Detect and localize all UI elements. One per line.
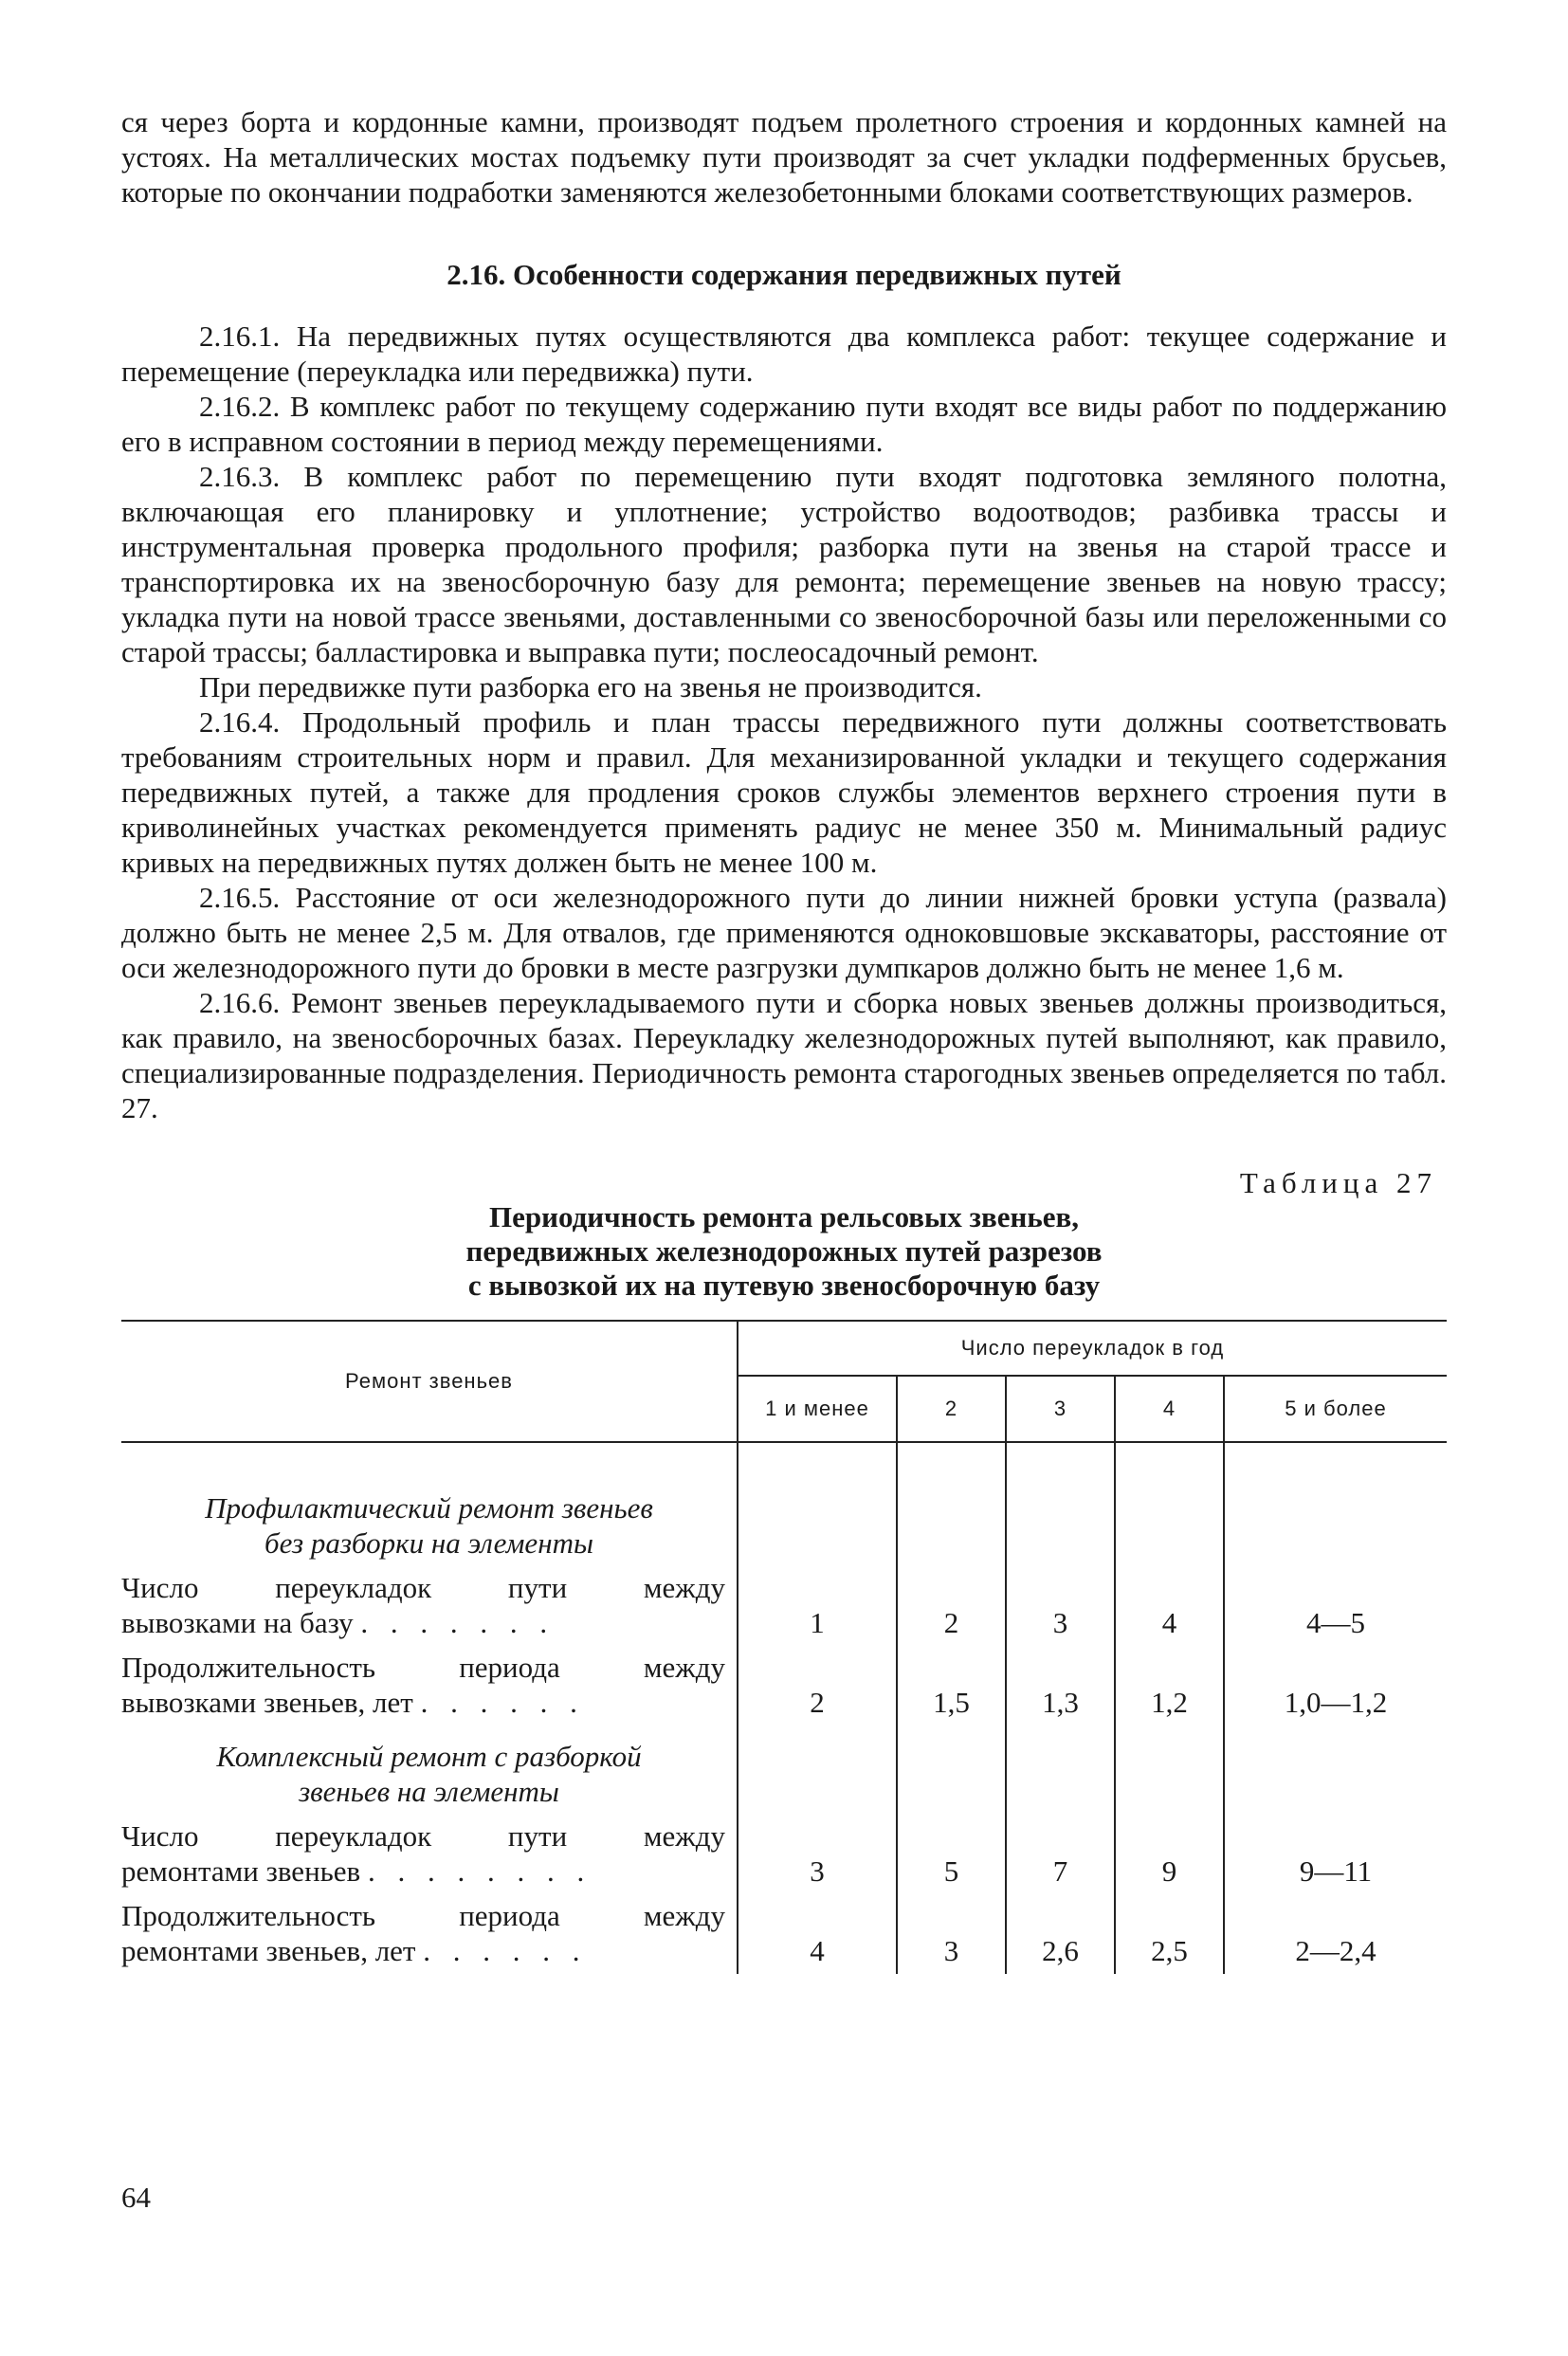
- group-title-line: Комплексный ремонт с разборкой: [216, 1740, 642, 1773]
- paragraph-2-16-2: 2.16.2. В комплекс работ по текущему содержанию пути входят все виды работ по поддержанию его в исправном состоянии в период между перемещениями.: [121, 390, 1447, 458]
- page-number: 64: [121, 2181, 151, 2214]
- table-cell: 1: [738, 1566, 897, 1646]
- table-row: [121, 1566, 1447, 1646]
- table-cell: 1,0—1,2: [1224, 1646, 1447, 1726]
- row-label-text: ремонтами звеньев: [121, 1854, 361, 1888]
- row-label-text: ремонтами звеньев, лет: [121, 1934, 416, 1967]
- row-label-line: [121, 1605, 725, 1640]
- table-title-line: с вывозкой их на путевую звеносборочную базу: [467, 1269, 1101, 1302]
- row-label-line: Продолжительность периода между: [121, 1651, 725, 1684]
- table-title-line: Периодичность ремонта рельсовых звеньев,: [489, 1200, 1079, 1233]
- row-label: [121, 1566, 738, 1646]
- table-head-group: Число переукладок в год: [738, 1321, 1447, 1376]
- paragraph-2-16-6: 2.16.6. Ремонт звеньев переукладываемого пути и сборка новых звеньев должны производиться, как правило, на звеносборочных базах. Переукладку железнодорожных путей выполняют, как правило, специализированные подразделения. Периодичность ремонта старогодных звеньев определяется по табл. 27.: [121, 986, 1447, 1124]
- table-row: [121, 1894, 1447, 1974]
- row-label-line: Число переукладок пути между: [121, 1571, 725, 1604]
- table-cell: 4—5: [1224, 1566, 1447, 1646]
- table-cell: 3: [897, 1894, 1006, 1974]
- paragraph-2-16-1: 2.16.1. На передвижных путях осуществляются два комплекса работ: текущее содержание и перемещение (переукладка или передвижка) пути.: [121, 320, 1447, 388]
- table-cell: 9—11: [1224, 1815, 1447, 1894]
- table-cell: 2,5: [1115, 1894, 1224, 1974]
- group-title: [121, 1442, 738, 1566]
- col-header: 3: [1006, 1376, 1115, 1442]
- leader-dots: . . . . . . .: [360, 1606, 556, 1639]
- leader-dots: . . . . . .: [423, 1934, 588, 1967]
- table-cell: 3: [738, 1815, 897, 1894]
- row-label-line: [121, 1685, 725, 1720]
- row-label-line: Число переукладок пути между: [121, 1819, 725, 1853]
- table-cell: 3: [1006, 1566, 1115, 1646]
- row-label-text: вывозками звеньев, лет: [121, 1686, 413, 1719]
- intro-paragraph: ся через борта и кордонные камни, производят подъем пролетного строения и кордонных камней на устоях. На металлических мостах подъемку пути производят за счет укладки подферменных брусьев, которые по окончании подработки заменяются железобетонными блоками соответствующих размеров.: [121, 105, 1447, 209]
- row-label-line: Продолжительность периода между: [121, 1899, 725, 1932]
- col-header: 2: [897, 1376, 1006, 1442]
- paragraph-2-16-5: 2.16.5. Расстояние от оси железнодорожного пути до линии нижней бровки уступа (развала) должно быть не менее 2,5 м. Для отвалов, где применяются одноковшовые экскаваторы, расстояние от оси железнодорожного пути до бровки в месте разгрузки думпкаров должно быть не менее 1,6 м.: [121, 881, 1447, 984]
- table-cell: 7: [1006, 1815, 1115, 1894]
- row-label: [121, 1894, 738, 1974]
- table-group-row: [121, 1726, 1447, 1815]
- table-title-line: передвижных железнодорожных путей разрезов: [465, 1234, 1103, 1268]
- row-label-text: вывозками на базу: [121, 1606, 354, 1639]
- table-row: [121, 1646, 1447, 1726]
- row-label-line: [121, 1854, 725, 1889]
- row-label: [121, 1646, 738, 1726]
- table-label: Таблица 27: [1239, 1166, 1437, 1199]
- table-cell: 9: [1115, 1815, 1224, 1894]
- row-label-line: [121, 1933, 725, 1968]
- col-header: 5 и более: [1224, 1376, 1447, 1442]
- leader-dots: . . . . . . . .: [367, 1854, 593, 1888]
- table-title: [121, 1200, 1447, 1303]
- table-head-left: Ремонт звеньев: [121, 1321, 738, 1442]
- col-header: 1 и менее: [738, 1376, 897, 1442]
- table-cell: 1,2: [1115, 1646, 1224, 1726]
- table-cell: 4: [738, 1894, 897, 1974]
- page-content: [121, 104, 1447, 1974]
- group-title: [121, 1726, 738, 1815]
- table-cell: 2: [897, 1566, 1006, 1646]
- paragraph-2-16-3: 2.16.3. В комплекс работ по перемещению пути входят подготовка земляного полотна, включающая его планировку и уплотнение; устройство водоотводов; разбивка трассы и инструментальная проверка продольного профиля; разборка пути на звенья на старой трассе и транспортировка их на звеносборочную базу для ремонта; перемещение звеньев на новую трассу; укладка пути на новой трассе звеньями, доставленными со звеносборочной базы или переложенными со старой трассы; балластировка и выправка пути; послеосадочный ремонт.: [121, 460, 1447, 668]
- col-header: 4: [1115, 1376, 1224, 1442]
- table-cell: 2—2,4: [1224, 1894, 1447, 1974]
- table-cell: 4: [1115, 1566, 1224, 1646]
- leader-dots: . . . . . .: [420, 1686, 585, 1719]
- table-cell: 1,3: [1006, 1646, 1115, 1726]
- group-title-line: звеньев на элементы: [299, 1775, 559, 1808]
- repair-periodicity-table: [121, 1320, 1447, 1974]
- paragraph-2-16-4: 2.16.4. Продольный профиль и план трассы передвижного пути должны соответствовать требованиям строительных норм и правил. Для механизированной укладки и текущего содержания передвижных путей, а также для продления сроков службы элементов верхнего строения пути в криволинейных участках рекомендуется применять радиус не менее 350 м. Минимальный радиус кривых на передвижных путях должен быть не менее 100 м.: [121, 705, 1447, 879]
- row-label: [121, 1815, 738, 1894]
- section-title: 2.16. Особенности содержания передвижных путей: [447, 258, 1121, 291]
- group-title-line: Профилактический ремонт звеньев: [205, 1491, 653, 1525]
- table-row: [121, 1815, 1447, 1894]
- table-cell: 1,5: [897, 1646, 1006, 1726]
- table-cell: 5: [897, 1815, 1006, 1894]
- group-title-line: без разборки на элементы: [264, 1526, 593, 1560]
- paragraph-note: При передвижке пути разборка его на звенья не производится.: [199, 670, 982, 703]
- table-cell: 2,6: [1006, 1894, 1115, 1974]
- table-group-row: [121, 1442, 1447, 1566]
- table-cell: 2: [738, 1646, 897, 1726]
